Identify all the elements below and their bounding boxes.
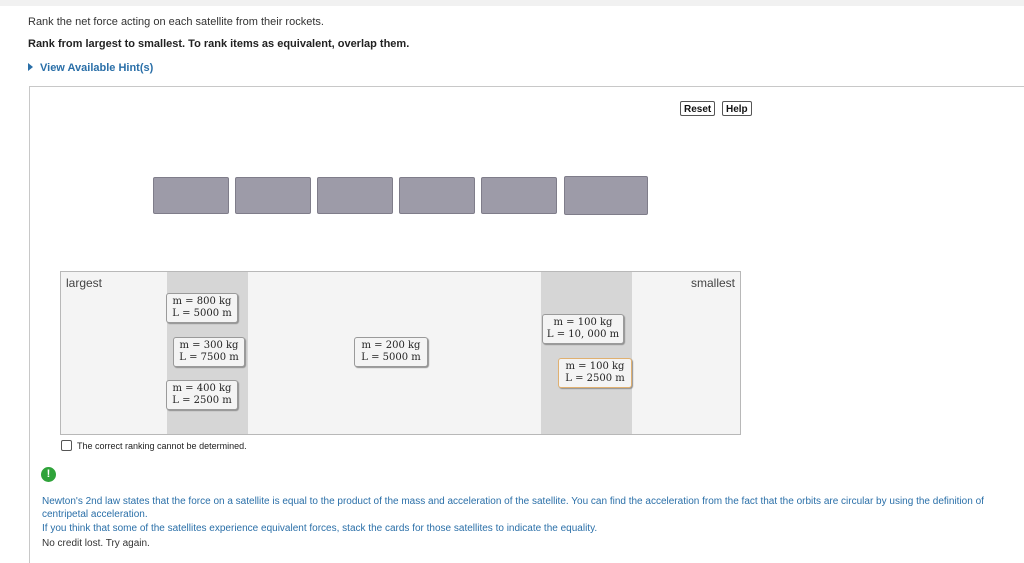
satellite-card[interactable] [166,293,238,323]
ranking-column-highlight [541,272,632,434]
cannot-determine-checkbox[interactable] [61,440,72,451]
satellite-card[interactable] [173,337,245,367]
card-radius: L = 2500 m [172,395,232,406]
top-divider [0,0,1024,6]
card-mass: m = 200 kg [361,340,421,351]
card-mass: m = 100 kg [565,361,625,372]
card-mass: m = 300 kg [179,340,239,351]
question-prompt: Rank the net force acting on each satellite from their rockets. [28,16,324,28]
card-mass: m = 100 kg [553,317,613,328]
question-instruction: Rank from largest to smallest. To rank items as equivalent, overlap them. [28,38,410,50]
empty-card-slot[interactable] [399,177,475,214]
smallest-label: smallest [690,276,735,290]
satellite-card[interactable] [354,337,428,367]
satellite-card[interactable] [558,358,632,388]
reset-button[interactable]: Reset [680,101,715,116]
cannot-determine-option[interactable] [61,440,247,451]
card-radius: L = 5000 m [361,352,421,363]
card-radius: L = 10, 000 m [546,329,620,340]
empty-card-slot[interactable] [235,177,311,214]
card-radius: L = 7500 m [179,352,239,363]
feedback-text: If you think that some of the satellites experience equivalent forces, stack the cards for those satellites to indicate the equality. [42,523,598,534]
cannot-determine-label: The correct ranking cannot be determined. [77,441,247,451]
feedback-status: No credit lost. Try again. [42,538,150,549]
largest-label: largest [66,276,103,290]
card-mass: m = 800 kg [172,296,232,307]
empty-card-slot[interactable] [481,177,557,214]
view-hints-link[interactable] [28,62,153,74]
help-button[interactable]: Help [722,101,752,116]
empty-card-slot[interactable] [153,177,229,214]
card-mass: m = 400 kg [172,383,232,394]
feedback-text: Newton's 2nd law states that the force on a satellite is equal to the product of the mass and acceleration of the satellite. You can find the acceleration from the fact that the orbits are circular by using the definition of centripetal acceleration. [42,496,984,520]
card-radius: L = 5000 m [172,308,232,319]
satellite-card[interactable] [542,314,624,344]
empty-card-slot[interactable] [564,176,648,215]
expand-triangle-icon [28,63,33,71]
satellite-card[interactable] [166,380,238,410]
hint-link-label: View Available Hint(s) [40,62,154,74]
empty-card-slot[interactable] [317,177,393,214]
card-radius: L = 2500 m [565,373,625,384]
alert-icon: ! [41,467,56,482]
